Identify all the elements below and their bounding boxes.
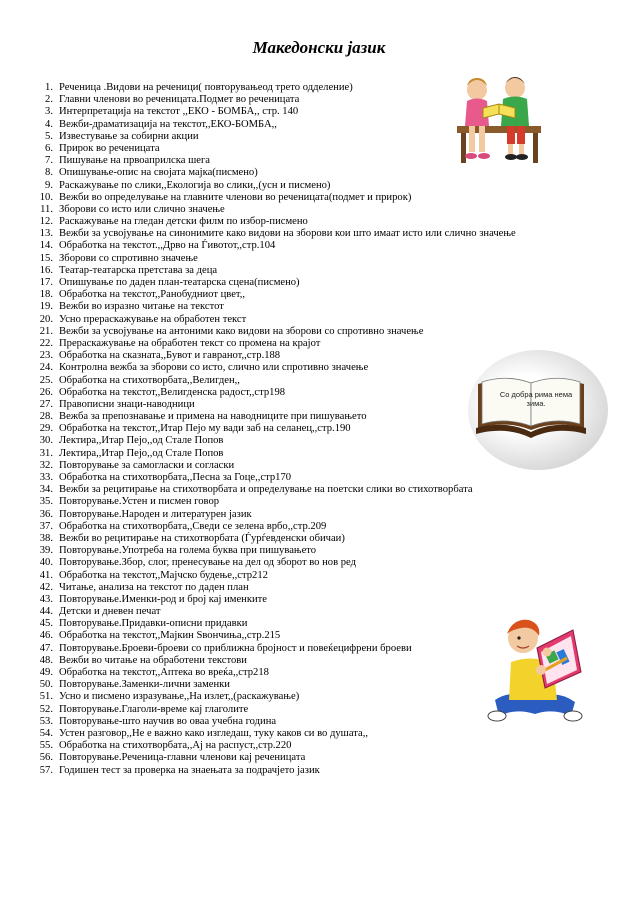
list-item: [30, 106, 516, 118]
list-item-text: Обработка на стихотворбата,,Песна за Гоце,,стр170: [59, 472, 292, 483]
list-item: [30, 119, 516, 131]
list-item-text: Опишување-опис на својата мајка(писмено): [59, 167, 258, 179]
list-item-number: 6.: [45, 142, 53, 154]
list-item-text: Повторување.Збор, слог, пренесување на дел од зборот во нов ред: [59, 557, 356, 569]
list-item-text: Повторување.Устен и писмен говор: [59, 496, 220, 508]
list-item-number: 48.: [39, 654, 53, 666]
list-item: [30, 533, 516, 545]
list-item-number: 13.: [39, 228, 53, 240]
list-item-number: 24.: [39, 362, 53, 374]
list-item-number: 51.: [39, 691, 53, 703]
list-item-text: Правописни знаци-наводници: [59, 398, 195, 410]
list-item-number: 30.: [39, 435, 53, 447]
list-item-text: Усно прераскажување на обработен текст: [59, 313, 247, 325]
list-item-number: 41.: [39, 569, 53, 581]
list-item-text: Вежби-драматизација на текстот,,ЕКО-БОМБА,,: [59, 118, 277, 130]
list-item-text: Повторување.Именки-род и број кај именките: [59, 593, 267, 605]
list-item-text: Зборови со спротивно значење: [59, 252, 198, 264]
list-item: [30, 667, 516, 679]
list-item-number: 34.: [39, 484, 53, 496]
list-item-text: Вежби во определување на главните членови во реченицата(подмет и прирок): [59, 191, 412, 203]
list-item-number: 36.: [39, 508, 53, 520]
list-item: [30, 326, 516, 338]
list-item-number: 29.: [39, 423, 53, 435]
list-item-text: Читање, анализа на текстот по даден план: [59, 581, 249, 593]
list-item-number: 18.: [39, 289, 53, 301]
list-item-number: 53.: [39, 715, 53, 727]
list-item-number: 55.: [39, 740, 53, 752]
list-item-number: 49.: [39, 667, 53, 678]
list-item-number: 26.: [39, 386, 53, 398]
list-item-text: Опишување по даден план-театарска сцена(писмено): [59, 277, 300, 288]
list-item-number: 3.: [45, 106, 53, 118]
list-item-text: Обработка на текстот,,Ранобудниот цвет,,: [59, 289, 246, 301]
list-item: [30, 253, 516, 265]
list-item: [30, 655, 516, 667]
list-item: [30, 375, 516, 387]
list-item-text: Повторување.Глаголи-време кај глаголите: [59, 703, 249, 715]
list-item-number: 12.: [39, 216, 53, 228]
list-item-text: Повторување-што научив во оваа учебна година: [59, 715, 277, 727]
list-item-number: 44.: [39, 606, 53, 618]
list-item-number: 40.: [39, 557, 53, 569]
list-item: [30, 301, 516, 313]
list-item-number: 28.: [39, 411, 53, 423]
list-item: [30, 387, 516, 399]
lesson-list: [30, 82, 516, 777]
list-item: [30, 228, 516, 240]
children-reading-illustration: [455, 68, 545, 166]
list-item-number: 19.: [39, 301, 53, 313]
list-item-text: Обработка на текстот,,Велигденска радост,,стр198: [59, 386, 286, 398]
list-item-text: Детски и дневен печат: [59, 606, 161, 618]
child-with-book-illustration: [483, 608, 585, 726]
list-item: [30, 557, 516, 569]
list-item: [30, 704, 516, 716]
list-item: [30, 423, 516, 435]
list-item-text: Вежби за усвојување на синонимите како видови на зборови кои што имаат исто или слично значење: [59, 228, 516, 240]
list-item: [30, 350, 516, 362]
list-item: [30, 435, 516, 447]
list-item: [30, 362, 516, 374]
list-item-text: Главни членови во реченицата.Подмет во реченицата: [59, 94, 300, 106]
list-item-text: Раскажување по слики,,Екологија во слики,,(усн и писмено): [59, 179, 331, 191]
list-item-number: 27.: [39, 398, 53, 410]
list-item: [30, 448, 516, 460]
list-item-text: Повторување.Броеви-броеви со приближна бројност и повеќецифрени броеви: [59, 642, 412, 654]
list-item-text: Повторување.Употреба на голема буква при пишувањето: [59, 545, 317, 557]
list-item: [30, 765, 516, 777]
list-item-text: Усно и писмено изразување,,На излет,,(раскажување): [59, 691, 300, 703]
list-item-text: Интерпретација на текстот ,,ЕКО - БОМБА,, стр. 140: [59, 106, 299, 118]
list-item-number: 33.: [39, 472, 53, 483]
list-item-text: Обработка на текстот,,Аптека во вреќа,,стр218: [59, 667, 269, 678]
list-item: [30, 472, 516, 484]
list-item-number: 47.: [39, 642, 53, 654]
list-item-number: 50.: [39, 679, 53, 691]
list-item: [30, 496, 516, 508]
list-item-number: 25.: [39, 374, 53, 386]
list-item-text: Вежби за усвојување на антоними како видови на зборови со спротивно значење: [59, 325, 424, 337]
list-item-number: 54.: [39, 727, 53, 739]
list-item-number: 7.: [45, 155, 53, 167]
list-item-text: Обработка на текстот,,Итар Пејо му вади заб на селанец,,стр.190: [59, 423, 351, 435]
list-item: [30, 399, 516, 411]
list-item-text: Повторување.Народен и литературен јазик: [59, 508, 252, 520]
list-item: [30, 691, 516, 703]
list-item-text: Повторување.Реченица-главни членови кај реченицата: [59, 752, 306, 764]
list-item-number: 37.: [39, 520, 53, 532]
list-item: [30, 618, 516, 630]
list-item: [30, 411, 516, 423]
list-item: [30, 240, 516, 252]
list-item: [30, 216, 516, 228]
list-item-number: 56.: [39, 752, 53, 764]
list-item-text: Повторување за самогласки и согласки: [59, 459, 235, 471]
list-item-text: Обработка на стихотворбата,,Ај на распуст,,стр.220: [59, 740, 292, 752]
list-item-number: 16.: [39, 264, 53, 276]
list-item: [30, 167, 516, 179]
list-item-number: 43.: [39, 593, 53, 605]
list-item-text: Вежби за рецитирање на стихотворбата и определување на поетски слики во стихотворбата: [59, 484, 473, 496]
list-item-number: 52.: [39, 703, 53, 715]
book-caption: Со добра рима нема зима.: [499, 390, 573, 408]
list-item-text: Вежба за препознавање и примена на наводниците при пишувањето: [59, 411, 367, 423]
list-item-text: Лектира,,Итар Пејо,,од Стале Попов: [59, 435, 224, 447]
list-item: [30, 606, 516, 618]
list-item: [30, 131, 516, 143]
list-item: [30, 484, 516, 496]
list-item-text: Раскажување на гледан детски филм по избор-писмено: [59, 216, 308, 228]
list-item: [30, 509, 516, 521]
list-item-text: Контролна вежба за зборови со исто, слично или спротивно значење: [59, 362, 369, 374]
list-item: [30, 630, 516, 642]
list-item-text: Повторување.Заменки-лични заменки: [59, 679, 230, 691]
list-item: [30, 679, 516, 691]
list-item: [30, 265, 516, 277]
list-item: [30, 143, 516, 155]
list-item-text: Обработка на сказната,,Бувот и гавранот,,стр.188: [59, 350, 281, 362]
list-item-text: Годишен тест за проверка на знаењата за подрачјето јазик: [59, 764, 320, 776]
list-item-text: Обработка на текстот.,,Дрво на Ѓивотот,,стр.104: [59, 240, 276, 252]
list-item: [30, 460, 516, 472]
list-item-number: 17.: [39, 277, 53, 288]
list-item-number: 22.: [39, 337, 53, 349]
list-item-number: 15.: [39, 252, 53, 264]
list-item-text: Обработка на стихотворбата,,Велигден,,: [59, 374, 240, 386]
list-item-text: Пишување на првоаприлска шега: [59, 155, 210, 167]
list-item-number: 21.: [39, 325, 53, 337]
list-item-number: 35.: [39, 496, 53, 508]
list-item-text: Известување за собирни акции: [59, 130, 199, 142]
page-title: Македонски јазик: [252, 38, 386, 57]
list-item-number: 45.: [39, 618, 53, 630]
list-item: [30, 155, 516, 167]
list-item-number: 11.: [40, 203, 53, 215]
list-item: [30, 643, 516, 655]
list-item-number: 42.: [39, 581, 53, 593]
list-item: [30, 716, 516, 728]
list-item-text: Вежби во изразно читање на текстот: [59, 301, 224, 313]
list-item-number: 4.: [45, 118, 53, 130]
list-item: [30, 338, 516, 350]
list-item: [30, 289, 516, 301]
list-item: [30, 582, 516, 594]
list-item: [30, 204, 516, 216]
list-item: [30, 180, 516, 192]
list-item-text: Театар-театарска претстава за деца: [59, 264, 218, 276]
list-item-number: 32.: [39, 459, 53, 471]
list-item-text: Реченица .Видови на реченици( повторувањеод трето одделение): [59, 82, 353, 93]
list-item: [30, 594, 516, 606]
list-item-text: Прераскажување на обработен текст со промена на крајот: [59, 337, 321, 349]
list-item-number: 8.: [45, 167, 53, 179]
list-item-number: 39.: [39, 545, 53, 557]
list-item-text: Обработка на текстот,,Мајчско будење,,стр212: [59, 569, 268, 581]
list-item-text: Вежби во рецитирање на стихотворбата (Ѓурѓевденски обичаи): [59, 532, 345, 544]
list-item-number: 20.: [39, 313, 53, 325]
list-item-number: 1.: [45, 82, 53, 93]
list-item-number: 46.: [39, 630, 53, 642]
list-item-number: 14.: [39, 240, 53, 252]
list-item: [30, 192, 516, 204]
list-item: [30, 314, 516, 326]
list-item-text: Лектира,,Итар Пејо,,од Стале Попов: [59, 447, 224, 459]
list-item: [30, 752, 516, 764]
list-item: [30, 740, 516, 752]
list-item-number: 23.: [39, 350, 53, 362]
list-item-text: Устен разговор,,Не е важно како изгледаш, туку каков си во душата,,: [59, 727, 369, 739]
list-item-text: Обработка на текстот,,Мајкин Ѕвончиња,,стр.215: [59, 630, 281, 642]
list-item-number: 2.: [45, 94, 53, 106]
list-item-text: Повторување.Придавки-описни придавки: [59, 618, 248, 630]
list-item: [30, 570, 516, 582]
list-item-text: Вежби во читање на обработени текстови: [59, 654, 247, 666]
list-item: [30, 545, 516, 557]
list-item-number: 57.: [39, 764, 53, 776]
list-item-text: Прирок во реченицата: [59, 142, 160, 154]
list-item-number: 31.: [39, 447, 53, 459]
list-item-text: Зборови со исто или слично значење: [59, 203, 225, 215]
list-item: [30, 277, 516, 289]
list-item: [30, 94, 516, 106]
list-item: [30, 82, 516, 94]
list-item: [30, 728, 516, 740]
list-item-number: 38.: [39, 532, 53, 544]
list-item-number: 5.: [45, 130, 53, 142]
list-item-text: Обработка на стихотворбата,,Сведи се зелена врбо,,стр.209: [59, 520, 327, 532]
list-item: [30, 521, 516, 533]
list-item-number: 9.: [45, 179, 53, 191]
list-item-number: 10.: [39, 191, 53, 203]
